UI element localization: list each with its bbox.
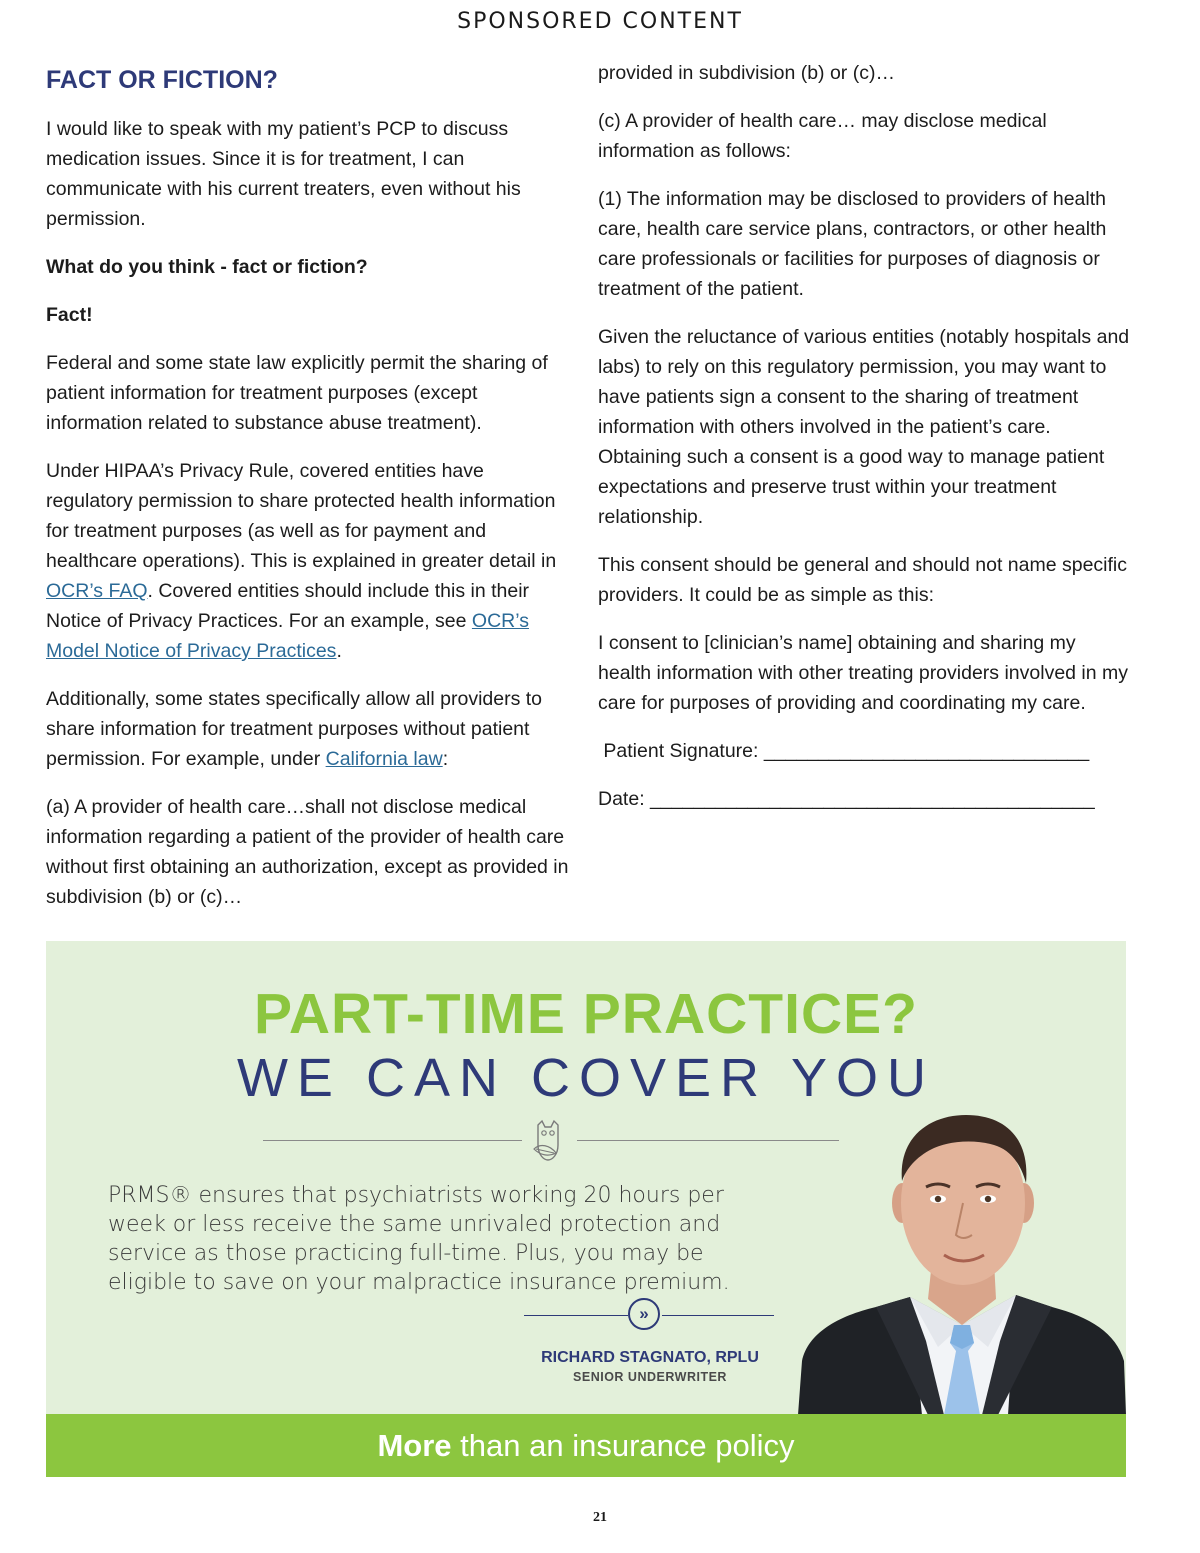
answer-paragraph: Fact! [46, 304, 93, 326]
hipaa-text-1: Under HIPAA’s Privacy Rule, covered entities have regulatory permission to share protected health information for treatment purposes (as well as for payment and healthcare operations). This is explained in greater detail in [46, 460, 557, 572]
underwriter-title: SENIOR UNDERWRITER [573, 1370, 727, 1384]
ocr-model-notice-link[interactable]: OCR’s Model Notice of Privacy Practices [46, 610, 529, 662]
article-title: FACT OR FICTION? [46, 66, 278, 94]
cta-line-right [662, 1315, 774, 1316]
hipaa-paragraph [46, 456, 572, 666]
ad-tagline-bar [46, 1414, 1126, 1477]
ocr-faq-link[interactable]: OCR’s FAQ [46, 580, 148, 602]
double-chevron-right-icon[interactable]: » [628, 1298, 660, 1330]
date-line: Date: _________________________________________ [598, 788, 1095, 810]
quote-a-continuation: provided in subdivision (b) or (c)… [598, 62, 895, 84]
quote-c1-paragraph: (1) The information may be disclosed to providers of health care, health care service plans, contractors, or other health care professionals or facilities for purposes of diagnosis or treatment of the patient. [598, 188, 1107, 300]
tagline-emphasis: More [377, 1428, 452, 1463]
california-law-link[interactable]: California law [325, 748, 443, 770]
states-text-2: : [442, 748, 449, 770]
ad-headline: PART-TIME PRACTICE? [254, 982, 918, 1046]
quote-a-paragraph: (a) A provider of health care…shall not disclose medical information regarding a patient of the provider of health care without first obtaining an authorization, except as provided in subdivision (b) or (c)… [46, 796, 569, 908]
article-left-column [46, 58, 572, 908]
scenario-paragraph: I would like to speak with my patient’s PCP to discuss medication issues. Since it is for treatment, I can communicate with his current treaters, even without his permission. [46, 118, 521, 230]
hipaa-text-3: . [336, 640, 342, 662]
quote-c-paragraph: (c) A provider of health care… may disclose medical information as follows: [598, 110, 1047, 162]
sponsored-content-label: SPONSORED CONTENT [457, 9, 743, 34]
signature-line: Patient Signature: ______________________________ [598, 740, 1090, 762]
states-paragraph [46, 684, 572, 774]
ad-subhead: WE CAN COVER YOU [236, 1048, 936, 1108]
consent-template-paragraph: I consent to [clinician’s name] obtaining and sharing my health information with other treating providers involved in my care for purposes of providing and coordinating my care. [598, 632, 1129, 714]
ad-divider-left [263, 1140, 522, 1141]
underwriter-portrait [798, 1111, 1126, 1415]
question-paragraph: What do you think - fact or fiction? [46, 256, 368, 278]
reluctance-paragraph: Given the reluctance of various entities (notably hospitals and labs) to rely on this regulatory permission, you may want to have patients sign a consent to the sharing of treatment information with others involved in the patient’s care. Obtaining such a consent is a good way to manage patient expectations and preserve trust within your treatment relationship. [598, 326, 1130, 528]
federal-law-paragraph: Federal and some state law explicitly permit the sharing of patient information for treatment purposes (except information related to substance abuse treatment). [46, 352, 548, 434]
ad-body-text: PRMS® ensures that psychiatrists working 20 hours per week or less receive the same unrivaled protection and service as those practicing full-time. Plus, you may be eligible to save on your malpractice insurance premium. [108, 1183, 730, 1295]
cta-line-left [524, 1315, 628, 1316]
consent-guidance-paragraph: This consent should be general and should not name specific providers. It could be as simple as this: [598, 554, 1128, 606]
prms-advertisement[interactable] [46, 941, 1126, 1477]
owl-icon [530, 1119, 566, 1163]
underwriter-name: RICHARD STAGNATO, RPLU [541, 1349, 759, 1366]
article-right-column [598, 58, 1130, 832]
tagline-rest: than an insurance policy [451, 1428, 795, 1463]
page-number: 21 [593, 1510, 607, 1525]
hipaa-text-2: . Covered entities should include this in their Notice of Privacy Practices. For an example, see [46, 580, 530, 632]
states-text-1: Additionally, some states specifically allow all providers to share information for treatment purposes without patient permission. For example, under [46, 688, 543, 770]
